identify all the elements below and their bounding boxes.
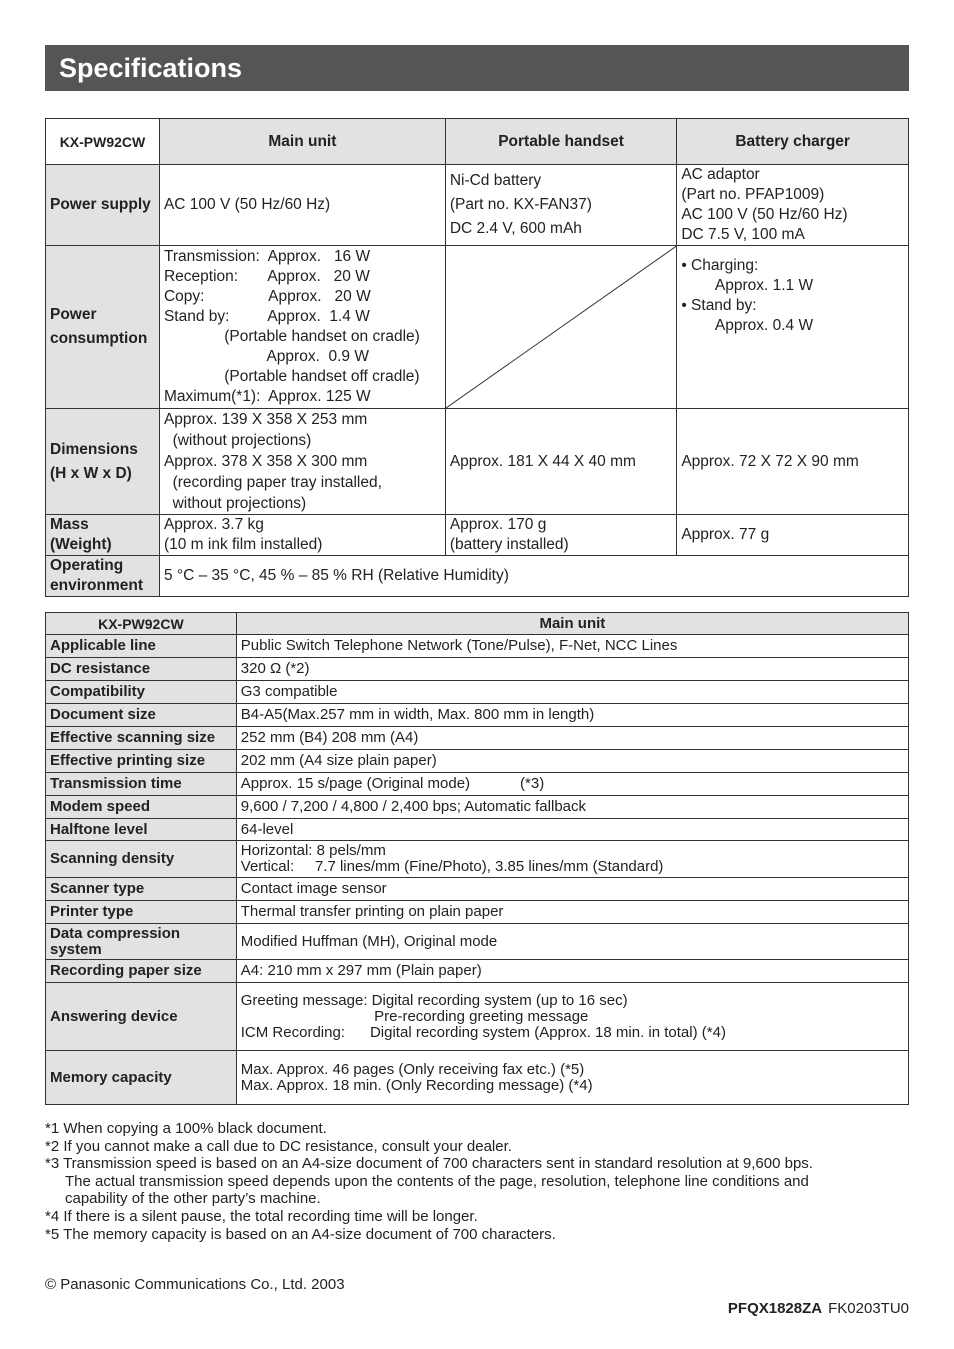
col-portable-handset: Portable handset [445,119,677,165]
cell-memory-capacity: Max. Approx. 46 pages (Only receiving fax etc.) (*5) Max. Approx. 18 min. (Only Recording message) (*4) [236,1051,908,1105]
cell-recording-paper-size: A4: 210 mm x 297 mm (Plain paper) [236,960,908,983]
row-label-halftone-level: Halftone level [46,819,237,841]
cell-dimensions-charger: Approx. 72 X 72 X 90 mm [677,409,909,515]
footnote-3: *3 Transmission speed is based on an A4-size document of 700 characters sent in standard resolution at 9,600 bps. [45,1155,813,1173]
cell-operating-value: 5 °C – 35 °C, 45 % – 85 % RH (Relative Humidity) [159,556,908,597]
document-codes [728,1300,909,1317]
cell-modem-speed: 9,600 / 7,200 / 4,800 / 2,400 bps; Automatic fallback [236,796,908,819]
col-main-unit: Main unit [159,119,445,165]
row-label-recording-paper-size: Recording paper size [46,960,237,983]
row-label-printer-type: Printer type [46,901,237,924]
cell-applicable-line: Public Switch Telephone Network (Tone/Pulse), F-Net, NCC Lines [236,635,908,658]
row-label-operating [46,556,160,597]
dimensions-label-2: (H x W x D) [50,464,132,482]
copyright: © Panasonic Communications Co., Ltd. 2003 [45,1276,345,1293]
cell-document-size: B4-A5(Max.257 mm in width, Max. 800 mm in length) [236,704,908,727]
cell-dc-resistance: 320 Ω (*2) [236,658,908,681]
footnote-3-cont-1: The actual transmission speed depends upon the contents of the page, resolution, telephone line conditions and [65,1172,809,1190]
mass-label-1: Mass [50,516,89,533]
row-label-memory-capacity: Memory capacity [46,1051,237,1105]
footnote-4: *4 If there is a silent pause, the total recording time will be longer. [45,1207,478,1225]
footnotes [45,1120,915,1243]
cell-power-consumption-handset-na [445,246,677,409]
row-label-scanning-density: Scanning density [46,841,237,878]
cell-scanning-density: Horizontal: 8 pels/mm Vertical: 7.7 lines/mm (Fine/Photo), 3.85 lines/mm (Standard) [236,841,908,878]
row-label-power-consumption [46,246,160,409]
diagonal-line [446,246,677,408]
operating-label-2: environment [50,577,144,594]
cell-printer-type: Thermal transfer printing on plain paper [236,901,908,924]
row-label-mass [46,515,160,556]
cell-data-compression: Modified Huffman (MH), Original mode [236,924,908,960]
dimensions-label-1: Dimensions [50,440,138,458]
row-label-effective-scanning-size: Effective scanning size [46,727,237,750]
row-label-data-compression: Data compression system [46,924,237,960]
operating-label-1: Operating [50,557,124,574]
footnote-2: *2 If you cannot make a call due to DC resistance, consult your dealer. [45,1137,512,1155]
footnote-5: *5 The memory capacity is based on an A4-size document of 700 characters. [45,1225,556,1243]
row-label-document-size: Document size [46,704,237,727]
cell-power-supply-main: AC 100 V (50 Hz/60 Hz) [159,165,445,246]
row-label-applicable-line: Applicable line [46,635,237,658]
print-code: FK0203TU0 [828,1300,909,1317]
cell-compatibility: G3 compatible [236,681,908,704]
cell-scanner-type: Contact image sensor [236,878,908,901]
row-label-dc-resistance: DC resistance [46,658,237,681]
row-label-answering-device: Answering device [46,983,237,1051]
model-header: KX-PW92CW [46,119,160,165]
footnote-1: *1 When copying a 100% black document. [45,1120,327,1137]
row-label-modem-speed: Modem speed [46,796,237,819]
spec-table-units [45,118,909,597]
cell-dimensions-main: Approx. 139 X 358 X 253 mm (without projections) Approx. 378 X 358 X 300 mm (recording paper tray installed, without projections) [159,409,445,515]
row-label-scanner-type: Scanner type [46,878,237,901]
spec-table-main [45,612,909,1105]
cell-answering-device: Greeting message: Digital recording system (up to 16 sec) Pre-recording greeting message ICM Recording: Digital recording system (Approx. 18 min. in total) (*4) [236,983,908,1051]
part-number: PFQX1828ZA [727,1300,823,1317]
row-label-transmission-time: Transmission time [46,773,237,796]
col-main-unit-2: Main unit [236,613,908,635]
model-header-2: KX-PW92CW [46,613,237,635]
row-label-effective-printing-size: Effective printing size [46,750,237,773]
cell-power-consumption-main: Transmission: Approx. 16 W Reception: Approx. 20 W Copy: Approx. 20 W Stand by: Approx. 1.4 W (Portable handset on cradle) Approx. 0.9 W (Portable handset off cradle) Maximum(*1): Approx. 125 W [159,246,445,409]
row-label-compatibility: Compatibility [46,681,237,704]
cell-effective-printing-size: 202 mm (A4 size plain paper) [236,750,908,773]
cell-transmission-time: Approx. 15 s/page (Original mode) (*3) [236,773,908,796]
footnote-3-cont-2: capability of the other party’s machine. [65,1190,321,1208]
cell-power-consumption-charger: • Charging: Approx. 1.1 W • Stand by: Approx. 0.4 W [677,246,909,409]
cell-halftone-level: 64-level [236,819,908,841]
page-title: Specifications [45,45,909,91]
cell-mass-charger: Approx. 77 g [677,515,909,556]
cell-mass-main: Approx. 3.7 kg (10 m ink film installed) [159,515,445,556]
cell-effective-scanning-size: 252 mm (B4) 208 mm (A4) [236,727,908,750]
cell-dimensions-handset: Approx. 181 X 44 X 40 mm [445,409,677,515]
cell-mass-handset: Approx. 170 g (battery installed) [445,515,677,556]
power-consumption-label-2: consumption [50,330,148,347]
row-label-dimensions [46,409,160,515]
cell-power-supply-charger: AC adaptor (Part no. PFAP1009) AC 100 V (50 Hz/60 Hz) DC 7.5 V, 100 mA [677,165,909,246]
col-battery-charger: Battery charger [677,119,909,165]
cell-power-supply-handset: Ni-Cd battery (Part no. KX-FAN37) DC 2.4 V, 600 mAh [445,165,677,246]
row-label-power-supply: Power supply [46,165,160,246]
power-consumption-label-1: Power [50,306,97,323]
mass-label-2: (Weight) [50,536,112,553]
